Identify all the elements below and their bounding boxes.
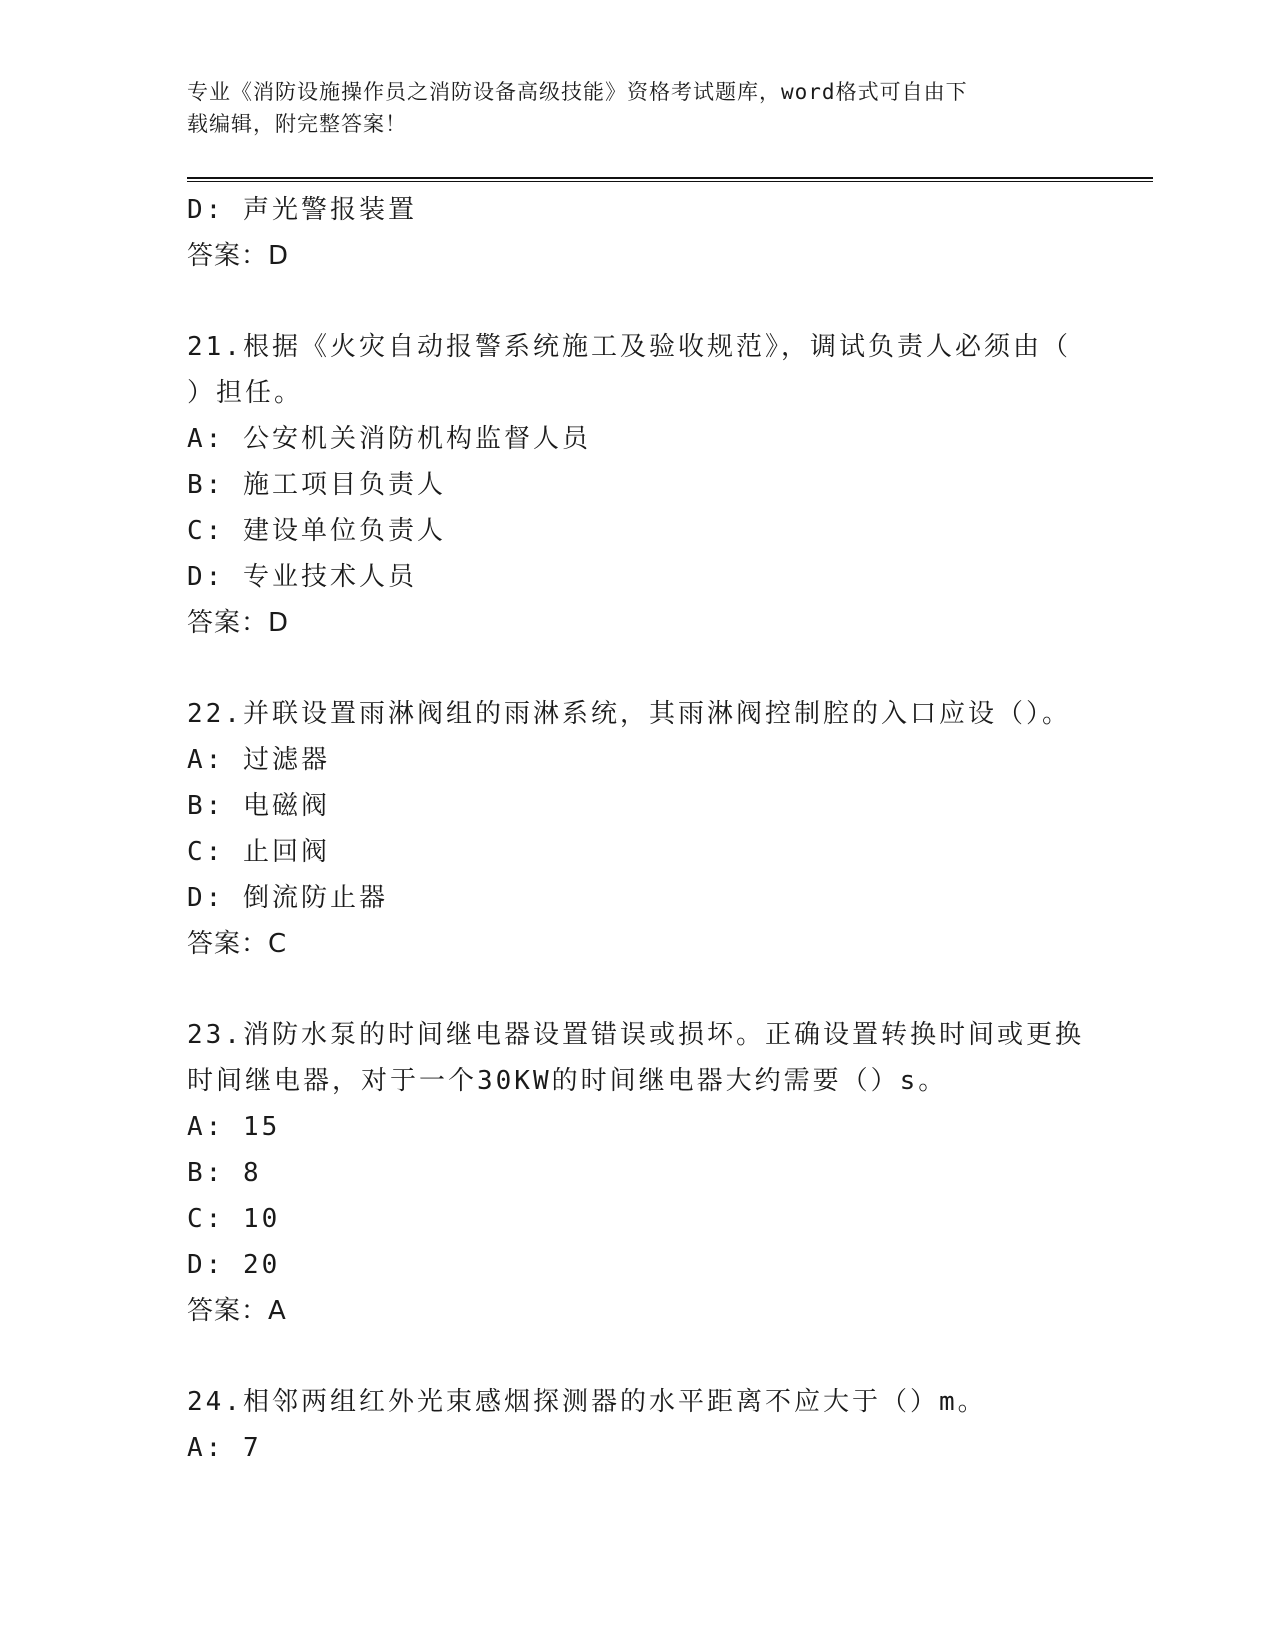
- answer-line: 答案：A: [187, 1296, 287, 1326]
- spacer: [187, 1334, 1087, 1379]
- question-22: [187, 691, 1087, 967]
- question-21: [187, 324, 1087, 646]
- document-header: [187, 76, 1067, 140]
- spacer: [187, 279, 1087, 324]
- header-divider-thin: [187, 181, 1153, 182]
- header-line-2: 载编辑，附完整答案！: [187, 112, 407, 136]
- option-c: C: 建设单位负责人: [187, 516, 446, 546]
- question-stem-continued: ）担任。: [187, 378, 304, 408]
- answer-line: 答案：C: [187, 929, 288, 959]
- question-stem: 23.消防水泵的时间继电器设置错误或损坏。正确设置转换时间或更换: [187, 1020, 1084, 1050]
- option-a: A: 15: [187, 1112, 281, 1142]
- spacer: [187, 967, 1087, 1012]
- answer-line: 答案：D: [187, 241, 290, 271]
- option-b: B: 施工项目负责人: [187, 470, 446, 500]
- question-list: [187, 187, 1087, 1471]
- question-23: [187, 1012, 1087, 1334]
- option-d: D: 声光警报装置: [187, 195, 417, 225]
- option-d: D: 倒流防止器: [187, 883, 388, 913]
- header-line-1: 专业《消防设施操作员之消防设备高级技能》资格考试题库，word格式可自由下: [187, 80, 968, 104]
- question-stem: 22.并联设置雨淋阀组的雨淋系统，其雨淋阀控制腔的入口应设（）。: [187, 699, 1071, 729]
- option-d: D: 20: [187, 1250, 281, 1280]
- option-a: A: 公安机关消防机构监督人员: [187, 424, 591, 454]
- option-c: C: 止回阀: [187, 837, 330, 867]
- option-b: B: 电磁阀: [187, 791, 330, 821]
- answer-line: 答案：D: [187, 608, 290, 638]
- option-a: A: 过滤器: [187, 745, 330, 775]
- question-20-tail: [187, 187, 1087, 279]
- header-divider-thick: [187, 177, 1153, 179]
- option-b: B: 8: [187, 1158, 262, 1188]
- question-24: [187, 1379, 1087, 1471]
- question-stem: 21.根据《火灾自动报警系统施工及验收规范》，调试负责人必须由（: [187, 332, 1071, 362]
- option-c: C: 10: [187, 1204, 281, 1234]
- option-d: D: 专业技术人员: [187, 562, 417, 592]
- option-a: A: 7: [187, 1433, 262, 1463]
- question-stem-continued: 时间继电器，对于一个30KW的时间继电器大约需要（）s。: [187, 1066, 948, 1096]
- spacer: [187, 646, 1087, 691]
- question-stem: 24.相邻两组红外光束感烟探测器的水平距离不应大于（）m。: [187, 1387, 987, 1417]
